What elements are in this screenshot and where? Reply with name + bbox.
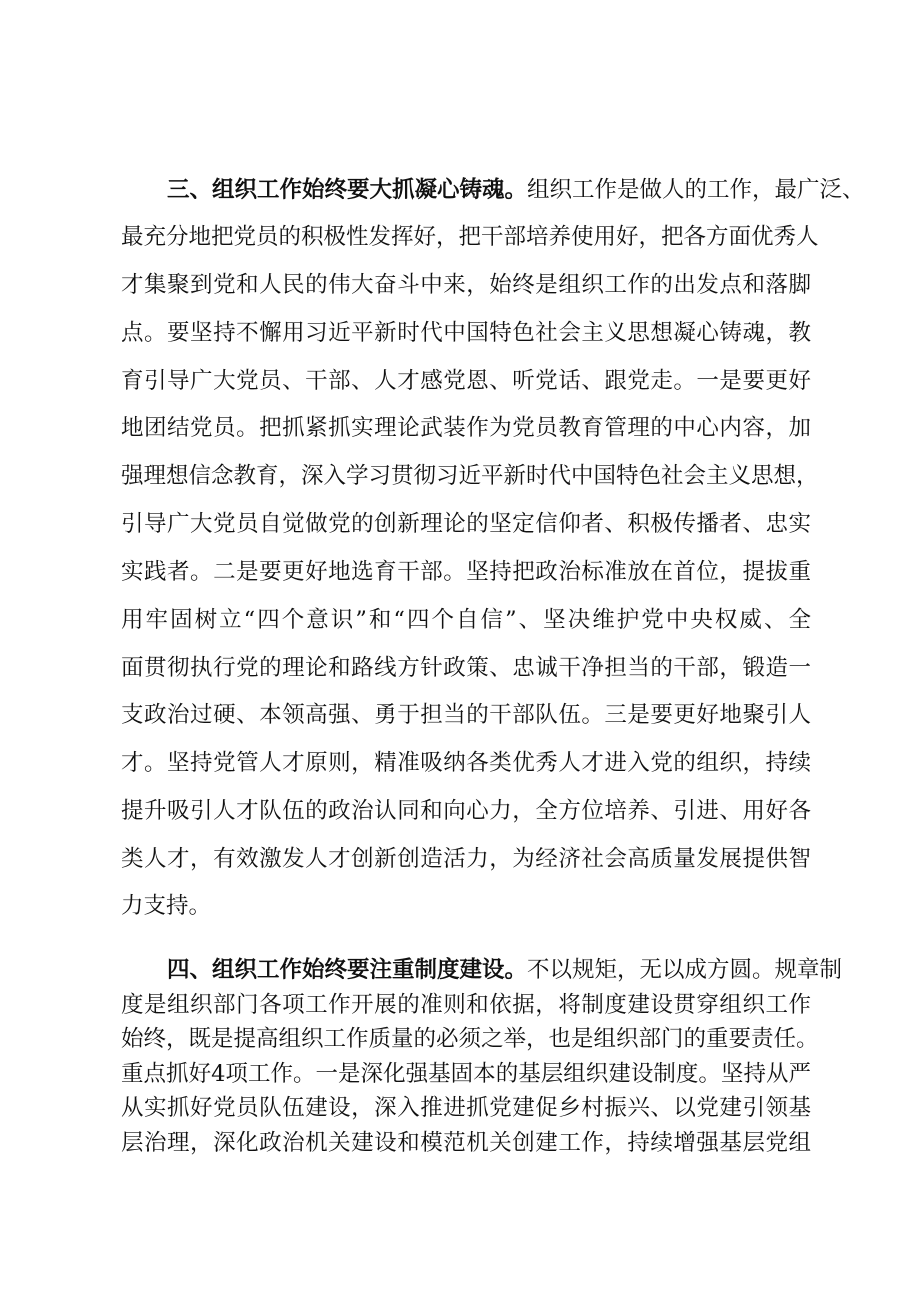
- section4-line-3: 重点抓好4项工作。一是深化强基固本的基层组织建设制度。坚持从严: [121, 1061, 811, 1087]
- section3-line-8: 实践者。二是要更好地选育干部。坚持把政治标准放在首位，提拔重: [121, 559, 811, 585]
- section3-first-line: [121, 172, 865, 208]
- section3-line-7: 引导广大党员自觉做党的创新理论的坚定信仰者、积极传播者、忠实: [121, 511, 811, 537]
- section3-line-11: 支政治过硬、本领高强、勇于担当的干部队伍。三是要更好地聚引人: [121, 702, 811, 728]
- section3-line-0: 组织工作是做人的工作，最广泛、: [527, 177, 865, 203]
- section3-line-1: 最充分地把党员的积极性发挥好，把干部培养使用好，把各方面优秀人: [121, 224, 819, 250]
- section3-line-6: 强理想信念教育，深入学习贯彻习近平新时代中国特色社会主义思想，: [121, 463, 819, 489]
- section4-line-2: 始终，既是提高组织工作质量的必须之举，也是组织部门的重要责任。: [121, 1026, 819, 1052]
- section3-line-3: 点。要坚持不懈用习近平新时代中国特色社会主义思想凝心铸魂，教: [121, 320, 811, 346]
- section3-line-10: 面贯彻执行党的理论和路线方针政策、忠诚干净担当的干部，锻造一: [121, 655, 811, 681]
- section3-line-9: 用牢固树立“四个意识”和“四个自信”、坚决维护党中央权威、全: [121, 607, 811, 633]
- section3-line-15: 力支持。: [121, 893, 212, 919]
- section4-line-1: 度是组织部门各项工作开展的准则和依据，将制度建设贯穿组织工作: [121, 992, 811, 1018]
- section3-heading: 三、组织工作始终要大抓凝心铸魂。: [167, 177, 528, 203]
- section3-line-5: 地团结党员。把抓紧抓实理论武装作为党员教育管理的中心内容，加: [121, 415, 811, 441]
- section3-line-4: 育引导广大党员、干部、人才感党恩、听党话、跟党走。一是要更好: [121, 368, 811, 394]
- section3-line-14: 类人才，有效激发人才创新创造活力，为经济社会高质量发展提供智: [121, 846, 811, 872]
- section4-line-4: 从实抓好党员队伍建设，深入推进抓党建促乡村振兴、以党建引领基: [121, 1095, 811, 1121]
- section4-first-line: [121, 952, 843, 988]
- section3-line-13: 提升吸引人才队伍的政治认同和向心力，全方位培养、引进、用好各: [121, 798, 811, 824]
- section4-heading: 四、组织工作始终要注重制度建设。: [167, 957, 528, 983]
- section4-line-0: 不以规矩，无以成方圆。规章制: [527, 957, 843, 983]
- section4-line-5: 层治理，深化政治机关建设和模范机关创建工作，持续增强基层党组: [121, 1130, 811, 1156]
- section3-line-2: 才集聚到党和人民的伟大奋斗中来，始终是组织工作的出发点和落脚: [121, 272, 811, 298]
- section3-line-12: 才。坚持党管人才原则，精准吸纳各类优秀人才进入党的组织，持续: [121, 750, 811, 776]
